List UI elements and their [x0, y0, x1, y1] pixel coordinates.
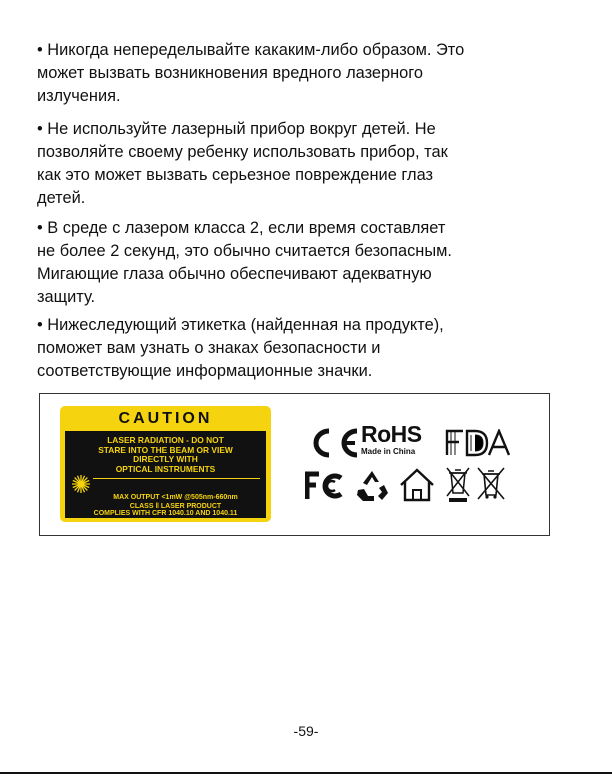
weee-bin-icon — [445, 465, 471, 505]
paragraph-no-modification — [37, 39, 582, 108]
text-line: не более 2 секунд, это обычно считается безопасным. — [37, 242, 452, 260]
recycle-icon — [354, 469, 390, 503]
certification-marks — [302, 419, 542, 524]
indoor-use-house-icon — [398, 467, 436, 503]
spec-line: CLASS ǁ LASER PRODUCT — [129, 502, 222, 510]
bottom-divider — [0, 772, 612, 774]
fda-mark-icon — [445, 429, 511, 457]
laser-beam-line — [93, 478, 260, 479]
product-label-figure — [39, 393, 550, 536]
laser-starburst-icon — [71, 474, 91, 494]
page-number: -59- — [293, 723, 319, 739]
text-line: • В среде с лазером класса 2, если время составляет — [37, 219, 446, 237]
text-line: • Никогда непеределывайте какаким-либо образом. Это — [37, 41, 465, 59]
compliance-text: COMPLIES WITH CFR 1040.10 AND 1040.11 — [93, 510, 238, 517]
text-line: как это может вызвать серьезное повреждение глаз — [37, 166, 434, 184]
paragraph-children-warning — [37, 118, 582, 210]
warning-text — [65, 436, 266, 474]
paragraph-class2-safety — [37, 217, 582, 309]
text-line: защиту. — [37, 288, 96, 306]
text-line: поможет вам узнать о знаках безопасности и — [37, 339, 381, 357]
spec-line: MAX OUTPUT <1mW @505nm-660nm — [113, 494, 238, 501]
text-line: позволяйте своему ребенку использовать прибор, так — [37, 143, 448, 161]
text-line: излучения. — [37, 87, 121, 105]
paragraph-label-intro — [37, 314, 582, 383]
caution-warning-panel — [65, 431, 266, 518]
warning-line: STARE INTO THE BEAM OR VIEW — [98, 444, 233, 455]
caution-title: CAUTION — [118, 410, 213, 427]
text-line: может вызвать возникновения вредного лазерного — [37, 64, 424, 82]
fc-mark-icon — [305, 471, 345, 501]
rohs-mark-icon — [361, 421, 441, 461]
caution-label — [60, 406, 271, 522]
ce-mark-icon — [305, 427, 361, 459]
text-line: детей. — [37, 189, 86, 207]
warning-line: DIRECTLY WITH — [133, 454, 198, 465]
crossed-bin-icon — [476, 465, 506, 501]
text-line: Мигающие глаза обычно обеспечивают адекватную — [37, 265, 432, 283]
rohs-title: RoHS — [361, 421, 422, 447]
warning-line: LASER RADIATION - DO NOT — [107, 435, 224, 445]
warning-line: OPTICAL INSTRUMENTS — [115, 463, 216, 474]
text-line: • Нижеследующий этикетка (найденная на продукте), — [37, 316, 444, 334]
rohs-subtitle: Made in China — [361, 447, 416, 456]
text-line: • Не используйте лазерный прибор вокруг детей. Не — [37, 120, 436, 138]
text-line: соответствующие информационные значки. — [37, 362, 373, 380]
